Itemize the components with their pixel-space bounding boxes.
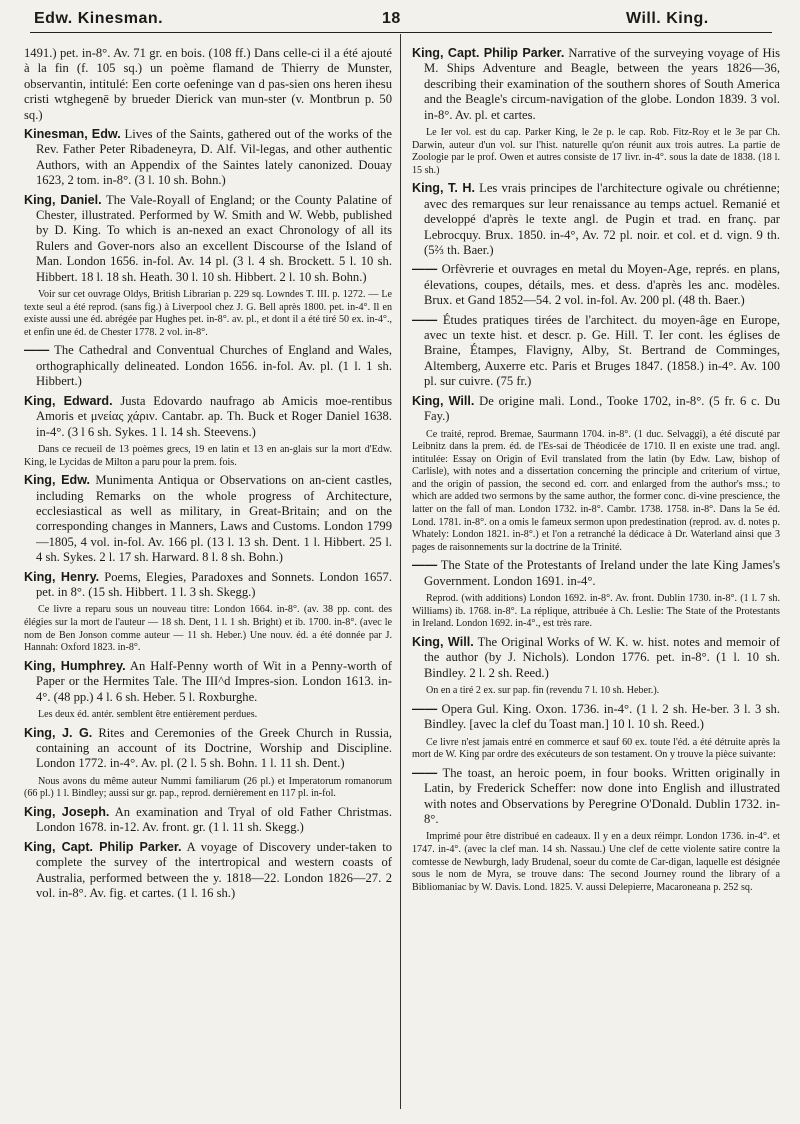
catalogue-entry [412,46,780,123]
catalogue-entry [412,394,780,425]
catalogue-entry [412,558,780,589]
entry-text: Opera Gul. King. Oxon. 1736. in-4°. (1 l. 2 sh. He-ber. 3 l. 3 sh. Bindley. [avec la clef du Toast man.] 10 l. 10 sh. Reed.) [424,701,780,732]
entry-text: Lives of the Saints, gathered out of the works of the Rev. Father Peter Ribadeneyra, D. Alf. Vil-legas, and other authentic Authors, with an Appendix of the Saintes lately canonized. Douay 1623, 2 tom. in-8°. (3 l. 10 sh. Bohn.) [36,127,392,188]
entry-text: An Half-Penny worth of Wit in a Penny-worth of Paper or the Hermites Tale. The III^d Impres-sion. London 1613. in-4°. (48 pp.) 4 l. 6 sh. Heber. 5 l. Roxburghe. [36,658,392,704]
entry-text: The Vale-Royall of England; or the County Palatine of Chester, illustrated. Performed by W. Smith and W. Webb, published by D. King. To which is an-nexed an exact Chronology of all its Rulers and Gover-nors also an excellent Discourse of the Island of Man. London 1656. in-fol. Av. 14 pl. (3 l. 4 sh. Brockett. 5 l. 10 sh. Hibbert. 18 l. 18 sh. Heath. 30 l. 10 sh. Hibbert. 2 l. 10 sh. Bohn.) [36,192,392,284]
entry-heading: King, Edward. [24,393,113,408]
entry-note: On en a tiré 2 ex. sur pap. fin (revendu 7 l. 10 sh. Heber.). [426,685,660,697]
entry-note: Ce livre a reparu sous un nouveau titre: London 1664. in-8°. (av. 38 pp. cont. des élégies sur la mort de l'auteur — 18 sh. Dent, 1 l. 1 sh. Bright) et ib. 1700. in-8°. (avec le nom de Ben Jonson comme auteur — 11 sh. Heber.) Une nouv. éd. a été donnée par J. Hannah: Oxford 1823. in-8°. [24,604,392,654]
entry-heading: King, Will. [412,635,474,650]
entry-text: Études pratiques tirées de l'architect. du moyen-âge en Europe, avec un texte hist. et descr. p. Ge. Hill. T. Ier cont. les églises de Braine, Étampes, Flavigny, Alby, St. Bertrand de Comminges, Altemberg, Auxerre etc. Paris et Bruges 1847. (1858.) in-4°. Av. 100 pl. sur cuivre. (75 fr.) [424,312,780,389]
column-divider [400,34,401,1109]
entry-note: Reprod. (with additions) London 1692. in-8°. Av. front. Dublin 1730. in-8°. (1 l. 7 sh. Williams) ib. 1768. in-8°. La réplique, attribuée à Ch. Leslie: The State of the Protestants in Ireland. London 1692. in-4°., est très rare. [412,593,780,630]
entry-text: Orfèvrerie et ouvrages en metal du Moyen-Age, représ. en plans, élevations, coupes, détails, mes. et dess. d'après les anc. modèles. Brux. et Gand 1852—54. 2 vol. in-fol. Av. 200 pl. (48 th. Baer.) [424,262,780,308]
entry-note: Ce livre n'est jamais entré en commerce et sauf 60 ex. toute l'éd. a été détruite après la mort de W. King par ordre des exécuteurs de son testament. On y trouve la pièce suivante: [412,736,780,761]
entry-text: Justa Edovardo naufrago ab Amicis moe-rentibus Amoris et μνείας χάριν. Cantabr. ap. Th. Buck et Roger Daniel 1638. in-4°. (3 l 6 sh. Sykes. 1 l. 14 sh. Steevens.) [36,393,392,439]
catalogue-entry [24,726,392,772]
entry-note: Les deux éd. antér. semblent être entièrement perdues. [38,708,258,720]
page-number: 18 [382,10,401,27]
catalogue-entry [24,127,392,189]
entry-heading: King, Daniel. [24,192,102,207]
catalogue-entry [412,313,780,390]
right-column [412,46,780,898]
entry-heading: King, Henry. [24,569,100,584]
entry-note: Voir sur cet ouvrage Oldys, British Librarian p. 229 sq. Lowndes T. III. p. 1272. — Le texte seul a été reprod. (sans fig.) à Liverpool chez J. G. Bell après 1800. pet. in-4°. Il en existe aussi une éd. abrégée par Hughes pet. in-8°. av. pl., et dont il a été tiré 50 ex. in-4°., et enfin une éd. de Chester 1778. 2 vol. in-8°. [24,289,392,338]
catalogue-entry [24,394,392,440]
entry-heading: —— [412,262,438,277]
running-head-left: Edw. Kinesman. [34,10,164,27]
catalogue-entry [24,805,392,836]
entry-text: The Original Works of W. K. w. hist. notes and memoir of the author (by J. Nichols). London 1776. pet. in-8°. (1 l. 10 sh. Bindley. 2 l. 2 sh. Reed.) [424,635,781,680]
entry-heading: King, T. H. [412,181,475,196]
catalogue-entry [24,343,392,389]
entry-heading: —— [24,343,50,358]
entry-heading: King, Capt. Philip Parker. [24,839,182,854]
entry-heading: —— [412,312,438,327]
header-rule [30,32,772,33]
catalogue-entry [412,702,780,733]
entry-heading: King, J. G. [24,725,93,740]
entry-heading: King, Capt. Philip Parker. [412,46,565,60]
catalogue-entry [24,193,392,285]
entry-heading: Kinesman, Edw. [24,127,121,142]
entry-heading: —— [412,701,438,716]
catalogue-entry [412,635,780,681]
entry-text: De origine mali. Lond., Tooke 1702, in-8°. (5 fr. 6 c. Du Fay.) [424,393,780,424]
entry-text: A voyage of Discovery under-taken to complete the survey of the intertropical and western coasts of Australia, performed between the y. 1818—22. London 1826—27. 2 vol. in-8°. Av. fig. et cartes. (1 l. 16 sh.) [36,839,392,900]
catalogue-entry [412,262,780,308]
entry-heading: —— [412,765,438,780]
entry-heading: King, Edw. [24,473,91,488]
entry-note: Dans ce recueil de 13 poèmes grecs, 19 en latin et 13 en an-glais sur la mort d'Edw. King, le Lycidas de Milton a paru pour la prem. fois. [24,443,392,468]
catalogue-entry [412,766,780,828]
entry-text: The Cathedral and Conventual Churches of England and Wales, orthographically delineated. London 1656. in-fol. Av. pl. (1 l. 1 sh. Hibbert.) [36,343,392,389]
running-head-right: Will. King. [626,10,709,27]
entry-note: Imprimé pour être distribué en cadeaux. Il y en a deux réimpr. London 1736. in-4°. et 1747. in-4°. (avec la clef man. 14 sh. Nassau.) Une clef de cette violente satire contre la comtesse de Newburgh, lady Brudenal, soeur du comte de Car-digan, laquelle est désignée sous le nom de Myra, se trouve dans: The second Journey round the library of a Bibliomaniac by W. Davis. Lond. 1825. V. aussi Delepierre, Macaroneana p. 252 sq. [412,831,780,893]
entry-text: Rites and Ceremonies of the Greek Church in Russia, containing an account of its Doctrine, Worship and Discipline. London 1772. in-4°. Av. pl. (2 l. 5 sh. Bohn. 1 l. 11 sh. Dent.) [36,725,392,771]
catalogue-entry [24,473,392,565]
entry-note: Ce traité, reprod. Bremae, Saurmann 1704. in-8°. (1 duc. Selvaggi), a été discuté par Leibnitz dans la prem. éd. de l'Es-sai de Théodicée de 1710. Il en existe une trad. angl. intitulée: Essay on Origin of Evil translated from the latin (by Edw. Law, bishop of Carlisle), with notes and a dissertation concerning the principle and criterium of virtue, and the origin of passion, the second ed. corr. and enlarged from the author's mss.; to which are added two sermons by the same author, the former conc. di-vine prescience, the latter on the fall of man. London 1732. in-8°. Cambr. 1738. 1758. in-8°. Dans la 5e éd. Lond. 1781. in-8°. on a omis le fameux sermon upon predestination (reprod. av. d. notes p. Whately: London 1821. in-8°.) et l'on a retranché la dédicace à Dr. Waterland ainsi que 3 pages de raisonnements sur la doctrine de la Trinité. [412,428,780,553]
entry-heading: King, Will. [412,393,475,408]
entry-text: Munimenta Antiqua or Observations on an-cient castles, including Remarks on the whole progress of Architecture, ecclesiastical as well as military, in Great-Britain; and on the corresponding changes in Manners, Laws and Customs. London 1799—1805, 4 vol. in-fol. Av. 166 pl. (13 l. 13 sh. Dent. 1 l. Hibbert. 25 l. 4 sh. Sykes. 2 l. 17 sh. Harward. 8 l. 8 sh. Bohn.) [36,473,392,565]
left-column [24,46,392,905]
entry-text: The toast, an heroic poem, in four books. Written originally in Latin, by Frederick Scheffer: now done into English and illustrated with notes and Observations by Peregrine O'Donald. Dublin 1732. in-8°. [424,765,780,827]
catalogue-entry [24,570,392,601]
entry-note: Nous avons du même auteur Nummi familiarum (26 pl.) et Imperatorum romanorum (66 pl.) 1 l. Bindley; aussi sur gr. pap., reprod. dernièrement en 117 pl. in-fol. [24,775,392,800]
entry-text: Poems, Elegies, Paradoxes and Sonnets. London 1657. pet. in 8°. (15 sh. Hibbert. 1 l. 3 sh. Skegg.) [36,569,392,599]
entry-continuation: 1491.) pet. in-8°. Av. 71 gr. en bois. (108 ff.) Dans celle-ci il a été ajouté à la fin (f. 105 sq.) un poème flamand de Thierry de Munster, observantin, intitulé: Een corte oefeninge van d pas-sien ons heren ihesu cristi wtghegenē by brueder Dierick van mun-ster (v. Montbrun p. 50 sq.) [24,46,392,122]
entry-text: The State of the Protestants of Ireland under the late King James's Government. London 1691. in-4°. [424,558,780,588]
entry-note: Le Ier vol. est du cap. Parker King, le 2e p. le cap. Rob. Fitz-Roy et le 3e par Ch. Darwin, auteur d'un vol. sur l'hist. naturelle qu'on réunit aux trois autres. La partie de Zoologie par le prof. Owen et autres consiste de 17 livr. in-4°. sous la date de 1838. (18 l. 15 sh.) [412,127,780,176]
entry-text: Les vrais principes de l'architecture ogivale ou chrétienne; avec des remarques sur leur renaissance au temps actuel. Remanié et developpé d'après le texte angl. de Pugin et trad. en franç. par Lebrocquy. Brux. 1850. in-4°, Av. 72 pl. noir. et col. et d. vign. 9 th. (5⅔ th. Baer.) [424,181,780,258]
entry-text: Narrative of the surveying voyage of His M. Ships Adventure and Beagle, between the years 1826—36, describing their examination of the southern shores of South America and the Beagle's circum-navigation of the globe. London 1839. 3 vol. in-8°. Av. pl. et cartes. [424,46,780,122]
entry-text: An examination and Tryal of old Father Christmas. London 1678. in-12. Av. front. gr. (1 l. 11 sh. Skegg.) [36,804,392,835]
entry-heading: King, Humphrey. [24,658,126,673]
catalogue-entry [24,659,392,705]
entry-heading: —— [412,558,438,573]
catalogue-entry [24,840,392,902]
entry-heading: King, Joseph. [24,804,110,819]
catalogue-entry [412,181,780,258]
